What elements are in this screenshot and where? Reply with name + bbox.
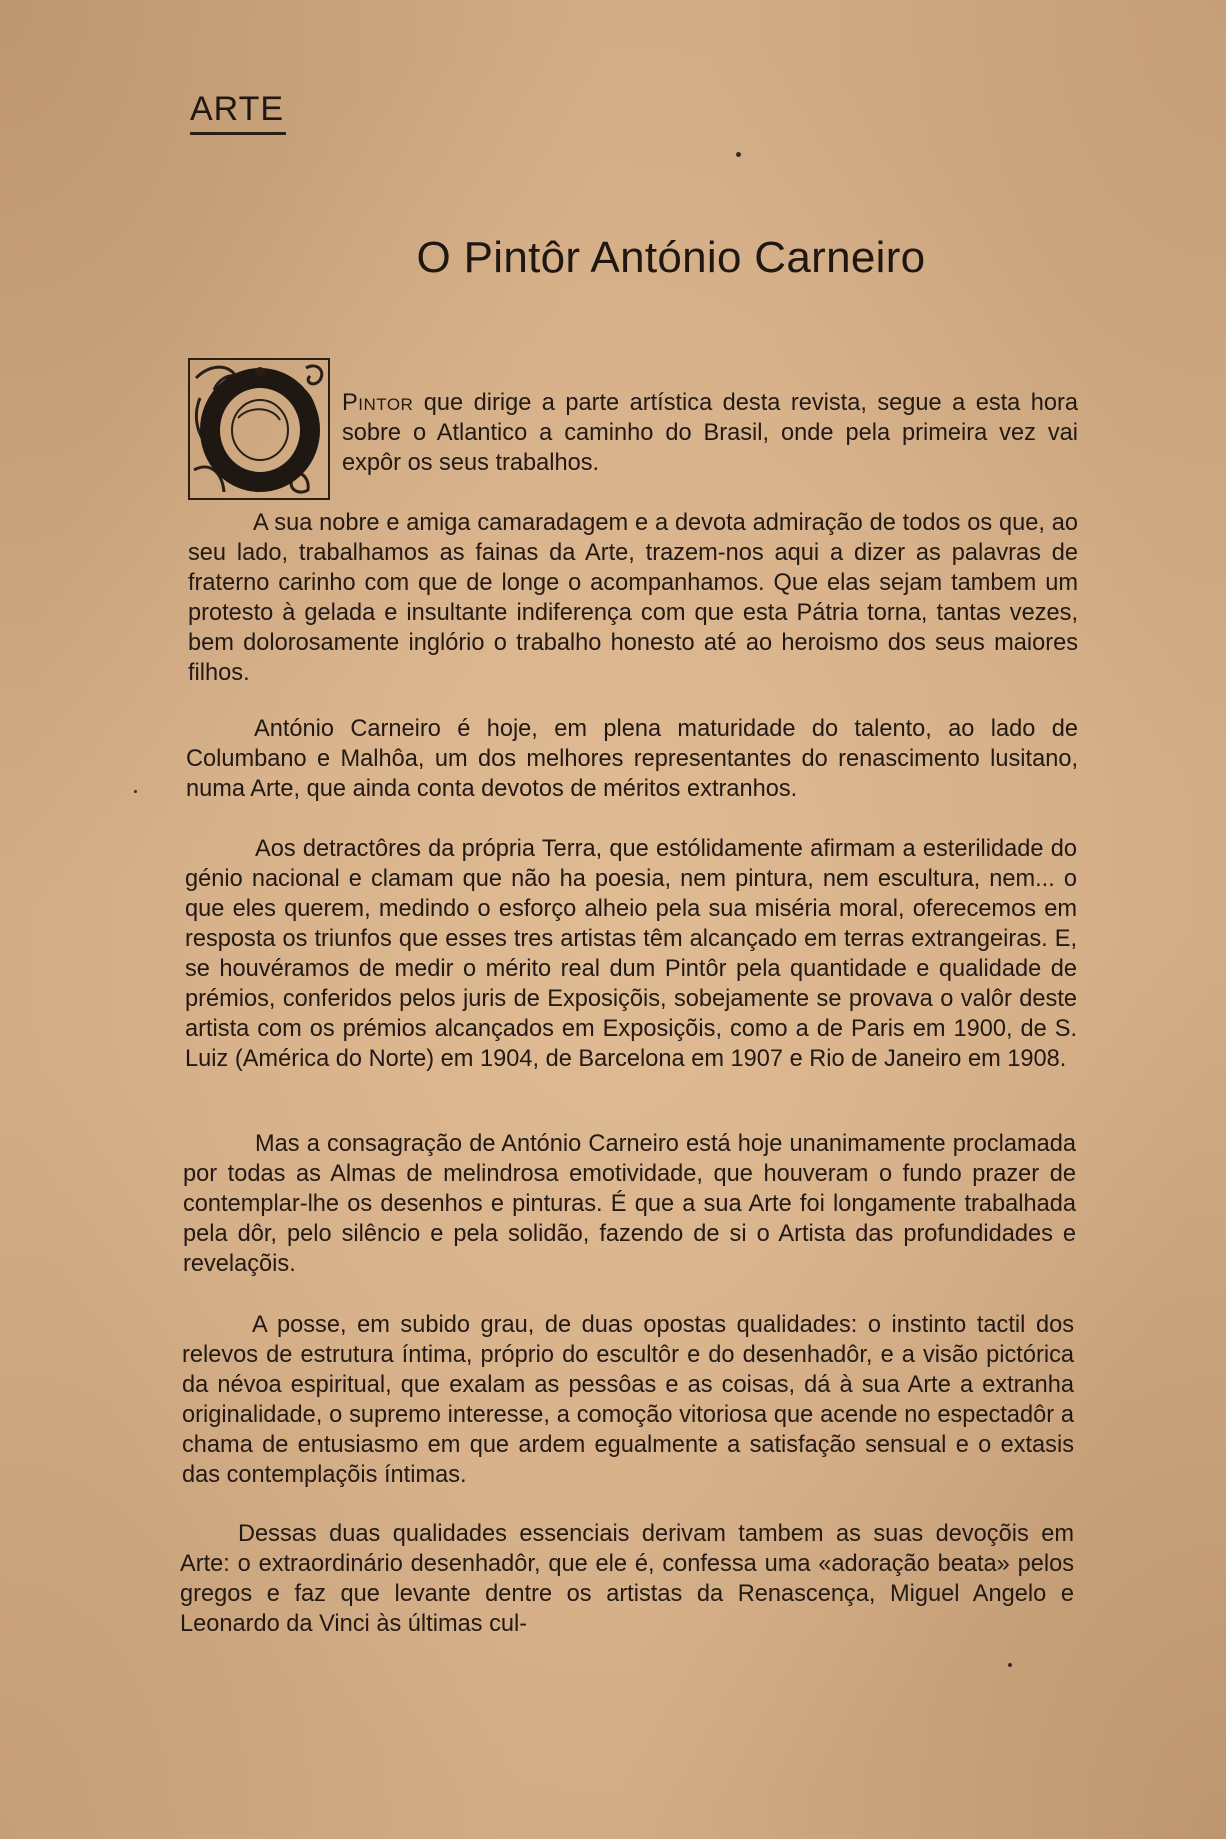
paper-speck — [736, 152, 741, 157]
paragraph-2: António Carneiro é hoje, em plena maturidade do talento, ao lado de Columbano e Malhôa, um dos melhores representantes do renascimento lusitano, numa Arte, que ainda conta devotos de méritos extranhos. — [186, 716, 1078, 802]
opening-paragraph — [342, 388, 1078, 478]
ornamental-dropcap-icon — [188, 358, 330, 500]
paragraph-6: Dessas duas qualidades essenciais derivam tambem as suas devoçõis em Arte: o extraordinário desenhadôr, que ele é, confessa uma «adoração beata» pelos gregos e faz que levante dentre os artistas da Renascença, Miguel Angelo e Leonardo da Vinci às últimas cul- — [180, 1521, 1074, 1637]
opening-smallcaps-word: Pintor — [342, 390, 414, 416]
article-title-text: O Pintôr António Carneiro — [416, 233, 926, 282]
paragraph-4: Mas a consagração de António Carneiro está hoje unanimamente proclamada por todas as Almas de melindrosa emotividade, que houveram o fundo prazer de contemplar-lhe os desenhos e pinturas. É que a sua Arte foi longamente trabalhada pela dôr, pelo silêncio e pela solidão, fazendo de si o Artista das profundidades e revelaçõis. — [183, 1131, 1076, 1277]
paragraph-1: A sua nobre e amiga camaradagem e a devota admiração de todos os que, ao seu lado, trabalhamos as fainas da Arte, trazem-nos aqui a dizer as palavras de fraterno carinho com que de longe o acompanhamos. Que elas sejam tambem um protesto à gelada e insultante indiferença com que esta Pátria torna, tantas vezes, bem dolorosamente inglório o trabalho honesto até ao heroismo dos seus maiores filhos. — [188, 510, 1078, 686]
opening-text: que dirige a parte artística desta revista, segue a esta hora sobre o Atlantico a caminho do Brasil, onde pela primeira vez vai expôr os seus trabalhos. — [342, 390, 1078, 476]
section-underline — [190, 132, 286, 135]
paragraph-3: Aos detractôres da própria Terra, que estólidamente afirmam a esterilidade do génio nacional e clamam que não ha poesia, nem pintura, nem escultura, nem... o que eles querem, medindo o esforço alheio pela sua miséria moral, oferecemos em resposta os triunfos que esses tres artistas têm alcançado em terras extrangeiras. E, se houvéramos de medir o mérito real dum Pintôr pela quantidade e qualidade de prémios, conferidos pelos juris de Exposiçõis, sobejamente se provava o valôr deste artista com os prémios alcançados em Exposiçõis, como a de Paris em 1900, de S. Luiz (América do Norte) em 1904, de Barcelona em 1907 e Rio de Janeiro em 1908. — [185, 836, 1077, 1072]
section-label: ARTE — [190, 90, 285, 128]
paper-speck — [134, 790, 137, 793]
article-title — [0, 233, 1226, 283]
paragraph-5: A posse, em subido grau, de duas opostas qualidades: o instinto tactil dos relevos de estrutura íntima, próprio do escultôr e do desenhadôr, e a visão pictórica da névoa espiritual, que exalam as pessôas e as coisas, dá à sua Arte a extranha originalidade, o supremo interesse, a comoção vitoriosa que acende no espectadôr a chama de entusiasmo em que ardem egualmente a satisfação sensual e o extasis das contemplaçõis íntimas. — [182, 1312, 1074, 1488]
paper-speck — [1008, 1663, 1012, 1667]
